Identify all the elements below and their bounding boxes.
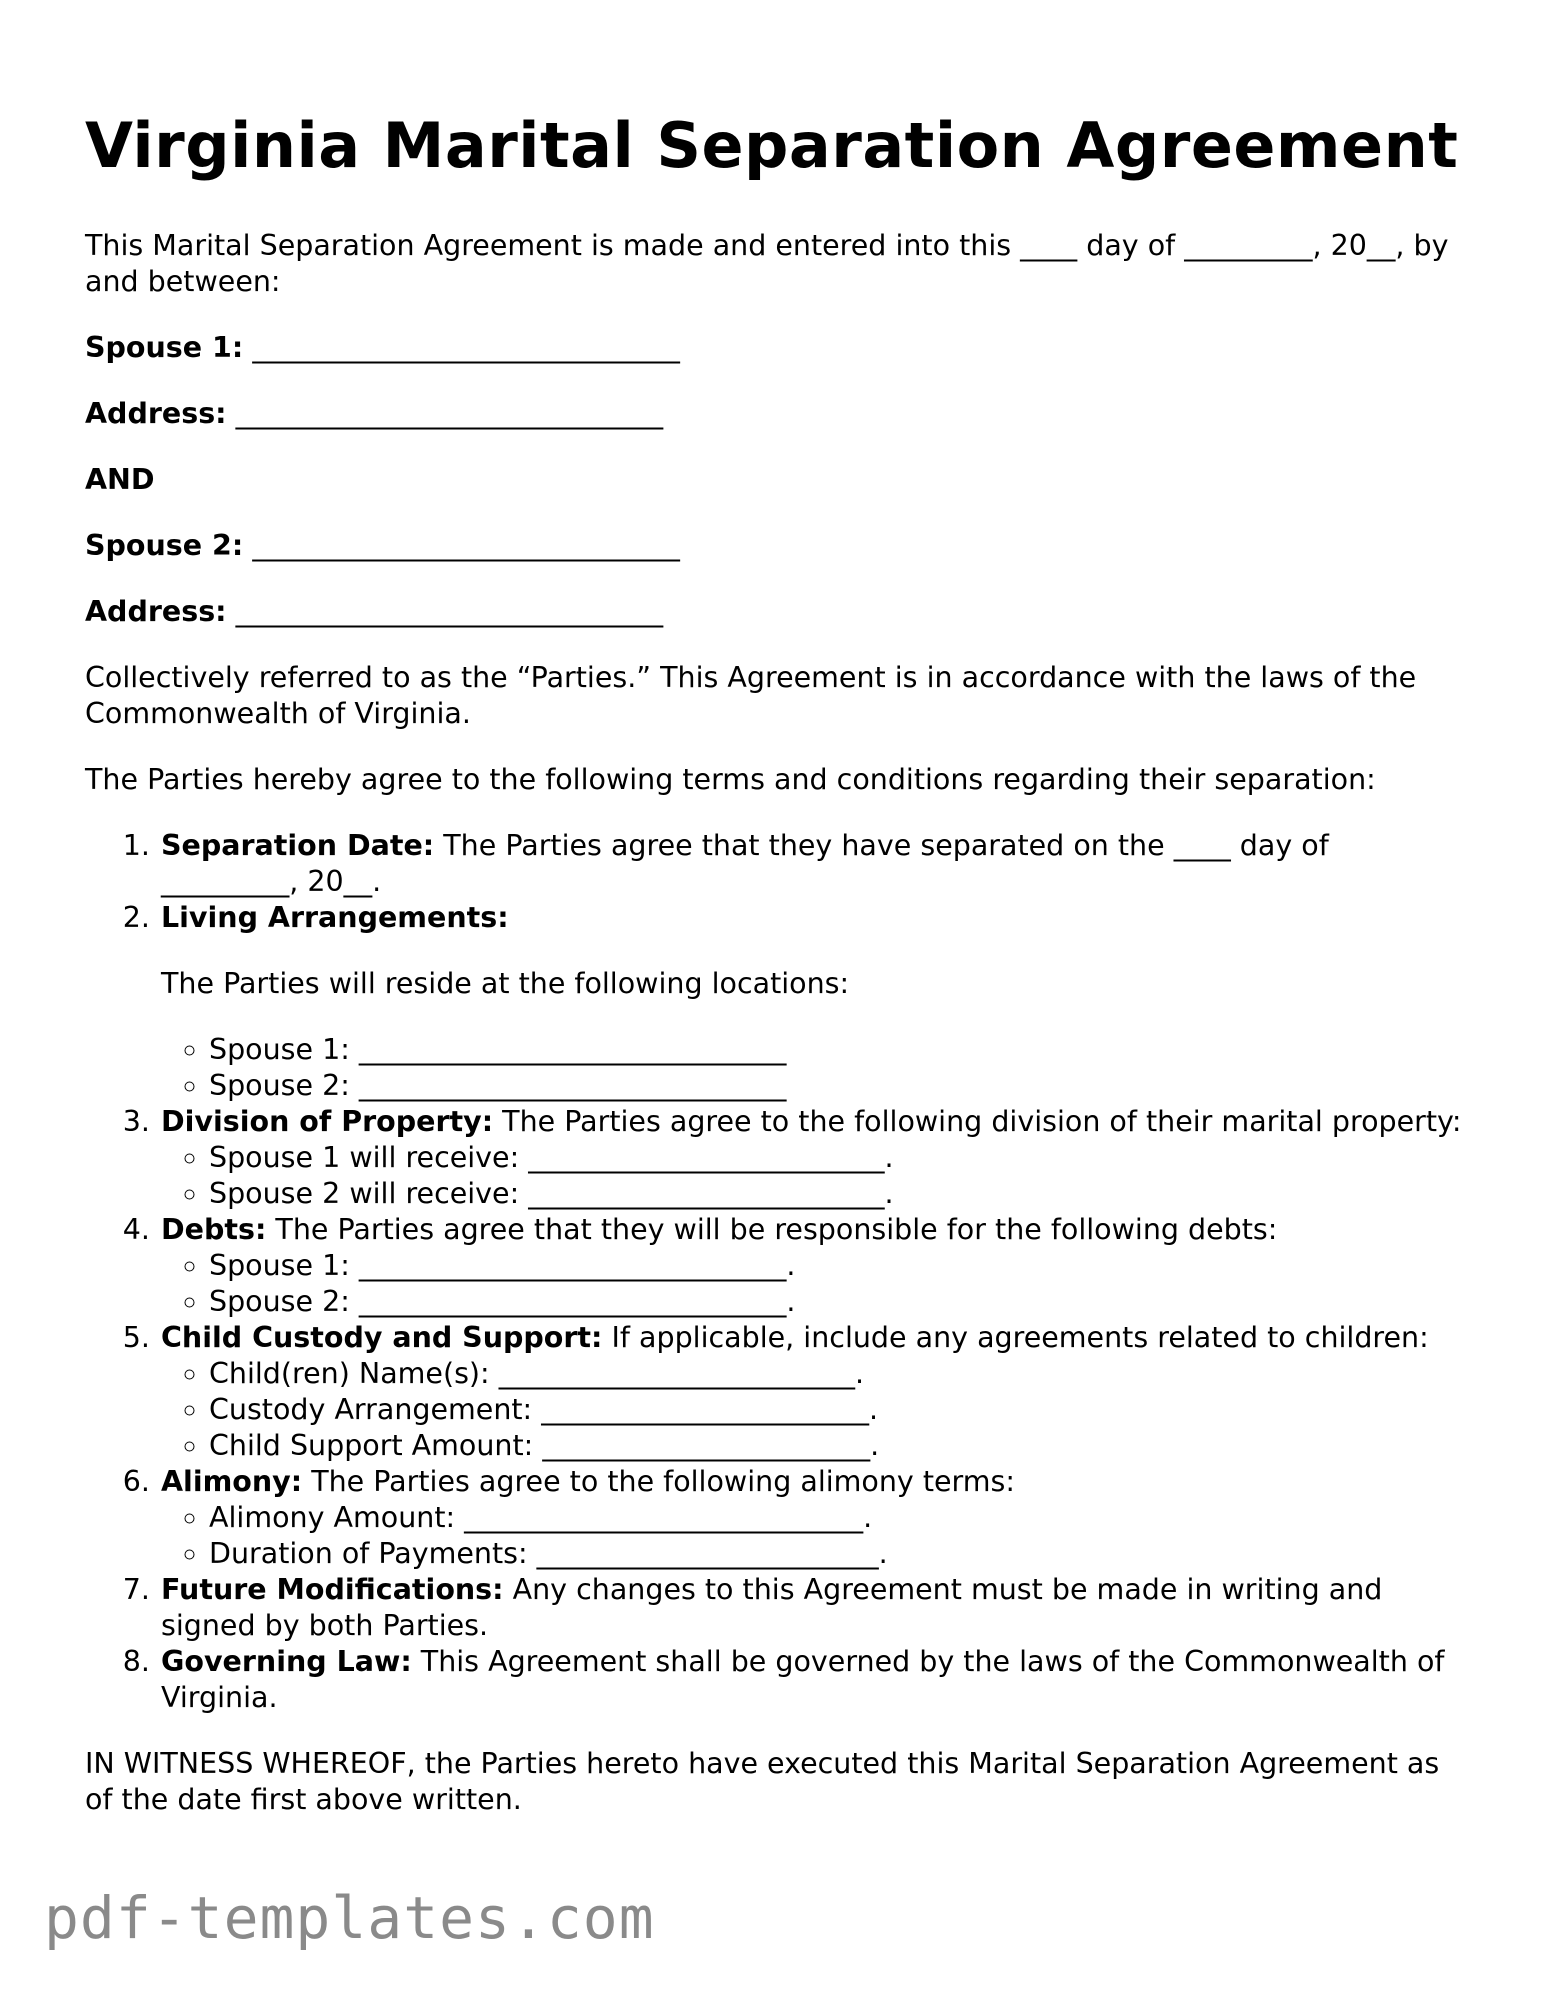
collectively-paragraph: Collectively referred to as the “Parties.” This Agreement is in accordance with the laws of the Commonwealth of Virginia. (85, 661, 1417, 730)
term-label: Child Custody and Support: (161, 1321, 603, 1354)
spouse1-field (85, 330, 1465, 366)
sub-item: ◦ Custody Arrangement: _______________________. (209, 1392, 1465, 1428)
sub-list (161, 1140, 1465, 1212)
term-label: Debts: (161, 1213, 267, 1246)
term-governing-law (159, 1644, 1465, 1716)
spouse2-blank: ______________________________ (252, 529, 680, 562)
and-label: AND (85, 463, 155, 496)
term-debts (159, 1212, 1465, 1320)
witness-paragraph: IN WITNESS WHEREOF, the Parties hereto have executed this Marital Separation Agreement as of the date first above written. (85, 1747, 1440, 1816)
address2-blank: ______________________________ (235, 595, 664, 628)
address2-field (85, 594, 1465, 630)
agree-intro-paragraph: The Parties hereby agree to the following terms and conditions regarding their separation: (85, 763, 1376, 796)
sub-list (161, 1500, 1465, 1572)
term-separation-date (159, 828, 1465, 900)
term-label: Division of Property: (161, 1105, 494, 1138)
address2-label: Address: (85, 595, 227, 628)
sub-list (161, 1248, 1465, 1320)
term-text: Any changes to this Agreement must be made in writing and signed by both Parties. (161, 1573, 1383, 1642)
term-label: Governing Law: (161, 1645, 412, 1678)
address1-label: Address: (85, 397, 227, 430)
and-separator (85, 462, 1465, 498)
spouse2-label: Spouse 2: (85, 529, 244, 562)
sub-item: ◦ Spouse 1 will receive: _________________________. (209, 1140, 1465, 1176)
sub-list (161, 1032, 1465, 1104)
terms-list (85, 828, 1465, 1716)
term-child-custody (159, 1320, 1465, 1464)
sub-item: ◦ Spouse 2: ______________________________ (209, 1068, 1465, 1104)
sub-item: ◦ Spouse 2 will receive: _________________________. (209, 1176, 1465, 1212)
sub-item: ◦ Child(ren) Name(s): _________________________. (209, 1356, 1465, 1392)
term-alimony (159, 1464, 1465, 1572)
term-text: The Parties agree to the following alimony terms: (302, 1465, 1015, 1498)
sub-item: ◦ Spouse 2: ______________________________. (209, 1284, 1465, 1320)
spouse1-blank: ______________________________ (252, 331, 680, 364)
document-title: Virginia Marital Separation Agreement (85, 109, 1459, 182)
term-label: Future Modifications: (161, 1573, 504, 1606)
sub-item: ◦ Spouse 1: ______________________________. (209, 1248, 1465, 1284)
address1-field (85, 396, 1465, 432)
spouse1-label: Spouse 1: (85, 331, 244, 364)
term-living-arrangements (159, 900, 1465, 1104)
term-text: The Parties will reside at the following locations: (161, 967, 850, 1000)
term-text: The Parties agree that they will be responsible for the following debts: (266, 1213, 1278, 1246)
sub-item: ◦ Duration of Payments: ________________________. (209, 1536, 1465, 1572)
term-text: The Parties agree to the following division of their marital property: (493, 1105, 1462, 1138)
spouse2-field (85, 528, 1465, 564)
term-text: If applicable, include any agreements related to children: (602, 1321, 1429, 1354)
document-page (85, 108, 1465, 1848)
term-division-of-property (159, 1104, 1465, 1212)
address1-blank: ______________________________ (235, 397, 664, 430)
watermark-logo: pdf-templates.com (44, 1884, 655, 1952)
term-text: The Parties agree that they have separated on the ____ day of _________, 20__. (161, 829, 1329, 898)
sub-list (161, 1356, 1465, 1464)
intro-paragraph: This Marital Separation Agreement is made and entered into this ____ day of _________, 20__, by and between: (85, 229, 1449, 298)
term-future-modifications (159, 1572, 1465, 1644)
sub-item: ◦ Alimony Amount: ____________________________. (209, 1500, 1465, 1536)
sub-item: ◦ Child Support Amount: _______________________. (209, 1428, 1465, 1464)
term-text: This Agreement shall be governed by the laws of the Commonwealth of Virginia. (161, 1645, 1445, 1714)
sub-item: ◦ Spouse 1: ______________________________ (209, 1032, 1465, 1068)
term-label: Separation Date: (161, 829, 435, 862)
term-label: Living Arrangements: (161, 901, 509, 934)
term-label: Alimony: (161, 1465, 303, 1498)
